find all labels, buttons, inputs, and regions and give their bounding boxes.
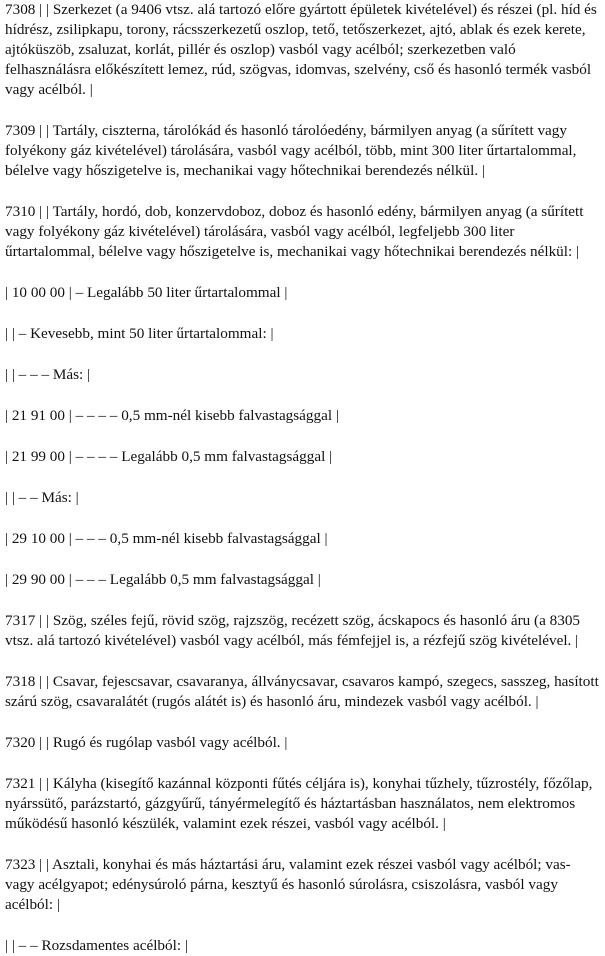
- subheading-291000: | 29 10 00 | – – – 0,5 mm-nél kisebb falvastagsággal |: [5, 530, 328, 547]
- paragraph-7323: 7323 | | Asztali, konyhai és más háztartási áru, valamint ezek részei vasból vagy acélból; vas- vagy acélgyapot; edénysúroló párna, kesztyű és hasonló súrolásra, csiszolásra, vasból vagy acélból: |: [5, 856, 571, 913]
- subheading-mas-level3: | | – – – Más: |: [5, 366, 91, 383]
- paragraph-7320: 7320 | | Rugó és rugólap vasból vagy acélból. |: [5, 734, 288, 751]
- paragraph-7321: 7321 | | Kályha (kisegítő kazánnal központi fűtés céljára is), konyhai tűzhely, tűzrostély, főzőlap, nyárssütő, parázstartó, gázgyűrű, tányérmelegítő és háztartásban használatos, nem elektromos működésű hasonló készülék, valamint ezek részei, vasból vagy acélból. |: [5, 775, 593, 832]
- subheading-mas-level2: | | – – Más: |: [5, 489, 79, 506]
- paragraph-7317: 7317 | | Szög, széles fejű, rövid szög, rajzszög, recézett szög, ácskapocs és hasonló áru (a 8305 vtsz. alá tartozó kivételével) vasból vagy acélból, más fémfejjel is, a rézfejű szög kivételével. |: [5, 612, 581, 649]
- paragraph-7310: 7310 | | Tartály, hordó, dob, konzervdoboz, doboz és hasonló edény, bármilyen anyag (a sűrített vagy folyékony gáz kivételével) tárolására, vasból vagy acélból, legfeljebb 300 liter űrtartalommal, bélelve vagy hőszigetelve is, mechanikai vagy hőtechnikai berendezés nélkül: |: [5, 203, 584, 260]
- paragraph-7309: 7309 | | Tartály, ciszterna, tárolókád és hasonló tárolóedény, bármilyen anyag (a sűrített vagy folyékony gáz kivételével) tárolására, vasból vagy acélból, több, mint 300 liter űrtartalommal, bélelve vagy hőszigetelve is, mechanikai vagy hőtechnikai berendezés nélkül. |: [5, 122, 577, 179]
- subheading-219900: | 21 99 00 | – – – – Legalább 0,5 mm falvastagsággal |: [5, 448, 333, 465]
- subheading-219100: | 21 91 00 | – – – – 0,5 mm-nél kisebb falvastagsággal |: [5, 407, 339, 424]
- subheading-299000: | 29 90 00 | – – – Legalább 0,5 mm falvastagsággal |: [5, 571, 321, 588]
- paragraph-7318: 7318 | | Csavar, fejescsavar, csavaranya, állványcsavar, csavaros kampó, szegecs, sasszeg, hasított szárú szög, csavaralátét (rugós alátét is) és hasonló áru, mindezek vasból vagy acélból. |: [5, 673, 599, 710]
- subheading-rozsdamentes: | | – – Rozsdamentes acélból: |: [5, 937, 188, 954]
- subheading-100000: | 10 00 00 | – Legalább 50 liter űrtartalommal |: [5, 284, 288, 301]
- subheading-less-than-50l: | | – Kevesebb, mint 50 liter űrtartalommal: |: [5, 325, 274, 342]
- paragraph-7308: 7308 | | Szerkezet (a 9406 vtsz. alá tartozó előre gyártott épületek kivételével) és részei (pl. híd és hídrész, zsilipkapu, torony, rácsszerkezetű oszlop, tető, tetőszerkezet, ajtó, ablak és ezek kerete, ajtóküszöb, zsaluzat, korlát, pillér és oszlop) vasból vagy acélból; szerkezetben való felhasználásra előkészített lemez, rúd, szögvas, idomvas, szelvény, cső és hasonló termék vasból vagy acélból. |: [5, 1, 597, 98]
